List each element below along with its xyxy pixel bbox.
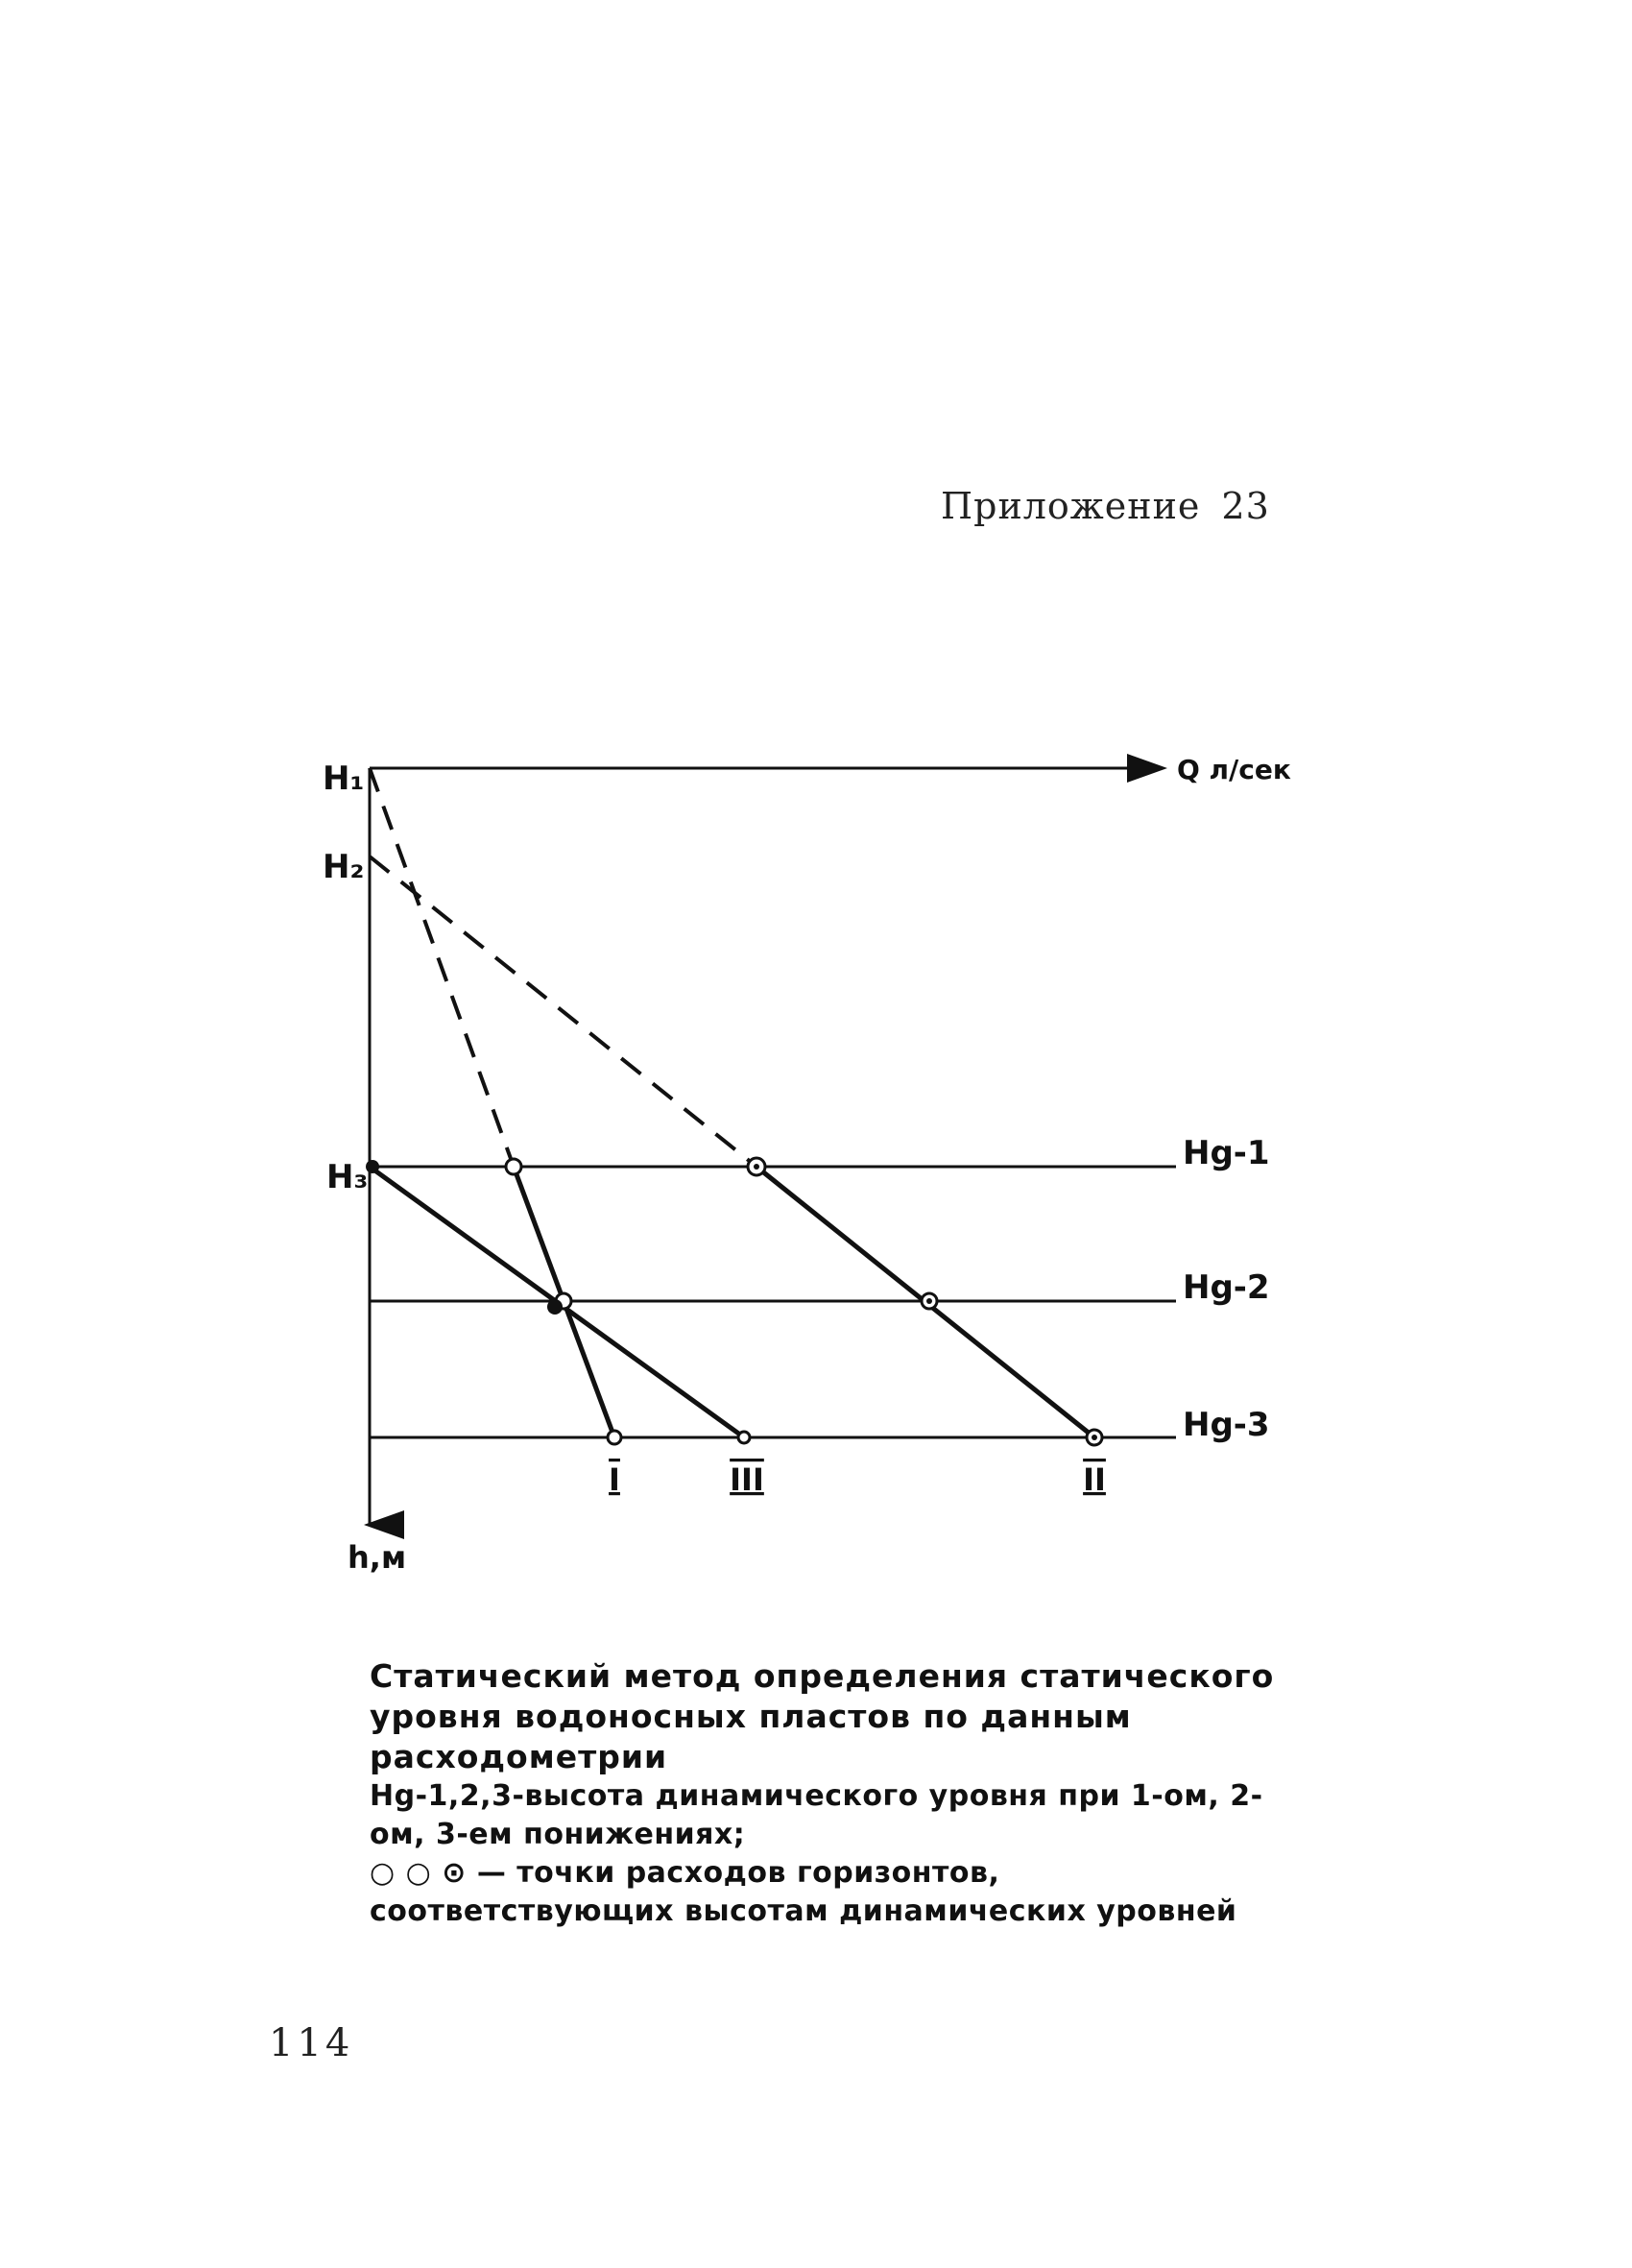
line-I-extrapolation — [370, 768, 514, 1167]
label-h1: H₁ — [323, 760, 365, 798]
point-III-hg3 — [738, 1432, 750, 1443]
figure-caption — [370, 1656, 1291, 1931]
legend-1-text: -высота динамического уровня при 1-ом, 2-ом, 3-ем понижениях; — [370, 1779, 1263, 1851]
label-hg-3: Hg-3 — [1183, 1406, 1270, 1444]
label-hg-1: Hg-1 — [1183, 1134, 1270, 1172]
h-axis-label: h,м — [348, 1539, 407, 1576]
point-II-hg1-dot — [754, 1164, 759, 1170]
appendix-label: Приложение — [941, 485, 1201, 527]
point-II-hg2-dot — [926, 1298, 932, 1304]
label-line-II: II — [1083, 1461, 1106, 1498]
label-line-I: I — [609, 1461, 620, 1498]
label-h3: H₃ — [326, 1158, 369, 1196]
legend-1-key: Hg-1,2,3 — [370, 1779, 513, 1813]
appendix-number: 23 — [1221, 485, 1270, 527]
legend-2-key: ○ ○ ⊙ — [370, 1856, 467, 1890]
point-I-hg3 — [608, 1431, 621, 1444]
q-axis-label: Q л/сек — [1177, 754, 1291, 785]
point-II-hg3-dot — [1092, 1435, 1097, 1440]
line-II-extrapolation — [370, 857, 756, 1167]
point-I-hg1 — [506, 1159, 521, 1174]
page-number: 114 — [269, 2021, 354, 2065]
caption-title: Статический метод определения статического уровня водоносных пластов по данным расходометрии — [370, 1657, 1275, 1775]
label-line-III: III — [730, 1461, 764, 1498]
caption-legend-2 — [370, 1854, 1291, 1931]
legend-2-text: — точки расходов горизонтов, соответствующих высотам динамических уровней — [370, 1856, 1237, 1928]
label-h2: H₂ — [323, 848, 365, 886]
label-hg-2: Hg-2 — [1183, 1268, 1270, 1307]
caption-legend-1 — [370, 1777, 1291, 1854]
point-III-hg2 — [547, 1299, 563, 1315]
